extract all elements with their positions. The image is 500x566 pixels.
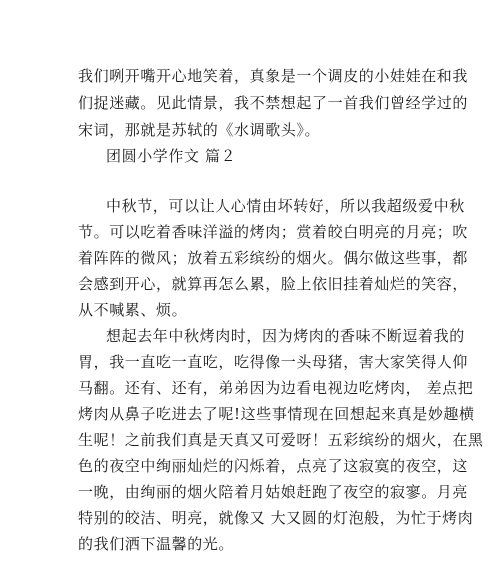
- para3-line-2: 胃，我一直吃一直吃，吃得像一头母猪，害大家笑得人仰: [78, 353, 469, 371]
- para2-line-5: 从不喊累、烦。: [78, 301, 188, 319]
- para3-line-9: 的我们洒下温馨的光。: [78, 535, 235, 553]
- para3-line-7: 一晚，由绚丽的烟火陪着月姑娘赶跑了夜空的寂寥。月亮: [78, 483, 469, 501]
- para2-line-4: 会感到开心，就算再怎么累，脸上依旧挂着灿烂的笑容，: [78, 275, 469, 293]
- para2-line-3: 着阵阵的微风；放着五彩缤纷的烟火。偶尔做这些事，都: [78, 249, 469, 267]
- para3-line-1: 想起去年中秋烤肉时，因为烤肉的香味不断逗着我的: [106, 327, 465, 345]
- para3-line-3: 马翻。还有、还有，弟弟因为边看电视边吃烤肉， 差点把: [78, 379, 474, 397]
- para3-line-8: 特别的皎洁、明亮，就像又 大又圆的灯泡般，为忙于烤肉: [78, 509, 474, 527]
- para2-line-1: 中秋节，可以让人心情由坏转好，所以我超级爱中秋: [106, 197, 465, 215]
- para1-line-1: 我们咧开嘴开心地笑着，真象是一个调皮的小娃娃在和我: [78, 67, 469, 85]
- para1-line-2: 们捉迷藏。见此情景，我不禁想起了一首我们曾经学过的: [78, 94, 469, 112]
- para3-line-5: 生呢！之前我们真是天真又可爱呀！五彩缤纷的烟火，在黑: [78, 431, 484, 449]
- essay-heading: 团圆小学作文 篇２: [106, 147, 237, 165]
- para2-line-2: 节。可以吃着香味洋溢的烤肉；赏着皎白明亮的月亮；吹: [78, 223, 469, 241]
- para1-line-3: 宋词，那就是苏轼的《水调歌头》。: [78, 121, 321, 139]
- para3-line-6: 色的夜空中绚丽灿烂的闪烁着，点亮了这寂寞的夜空，这: [78, 457, 469, 475]
- para3-line-4: 烤肉从鼻子吃进去了呢!这些事情现在回想起来真是妙趣横: [78, 405, 475, 423]
